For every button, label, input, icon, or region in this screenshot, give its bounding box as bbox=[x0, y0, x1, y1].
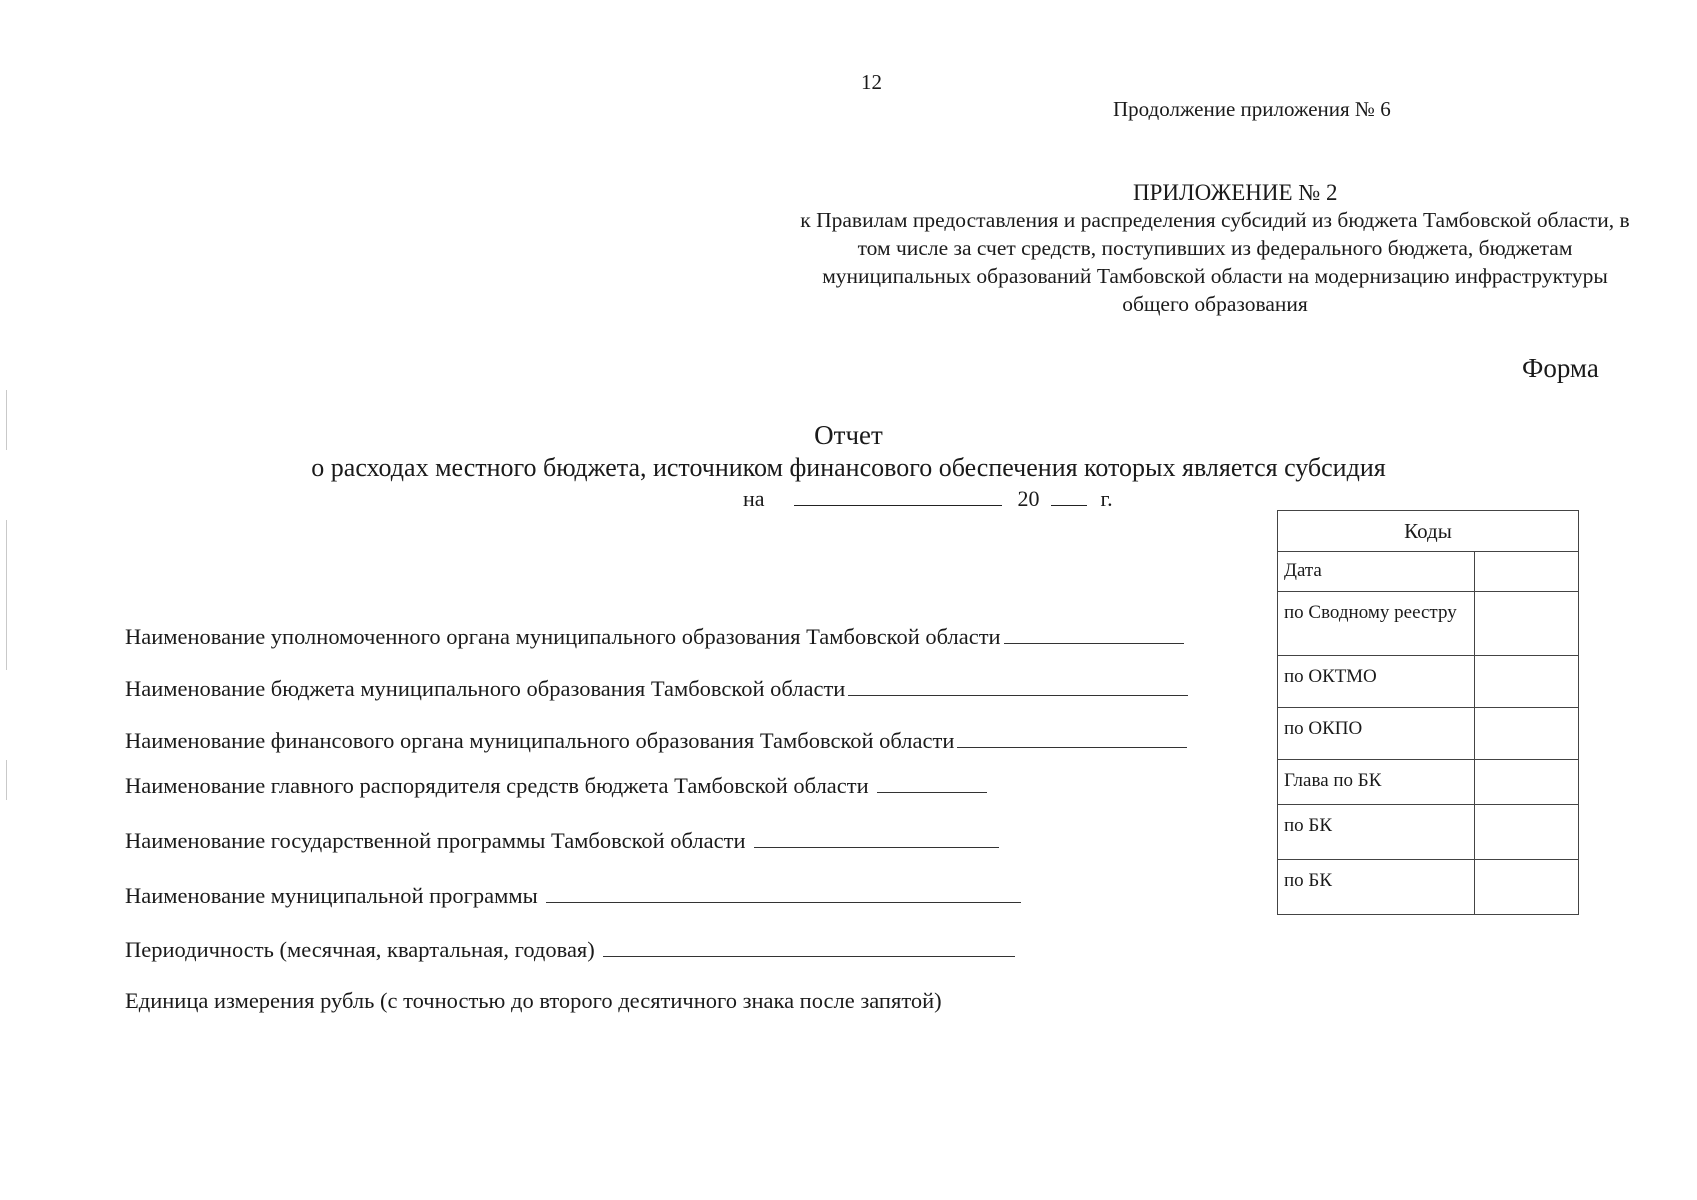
code-label-bk-2: по БК bbox=[1278, 860, 1475, 915]
date-blank[interactable] bbox=[794, 504, 1002, 506]
code-label-oktmo: по ОКТМО bbox=[1278, 656, 1475, 708]
scan-artifact bbox=[6, 520, 7, 670]
code-label-date: Дата bbox=[1278, 552, 1475, 592]
form-label: Форма bbox=[1522, 353, 1599, 383]
field-blank[interactable] bbox=[754, 846, 999, 848]
field-unit bbox=[125, 988, 942, 1014]
field-municipal-program bbox=[125, 883, 1021, 909]
field-blank[interactable] bbox=[848, 694, 1188, 696]
field-authorized-body bbox=[125, 624, 1184, 650]
year-blank[interactable] bbox=[1051, 504, 1087, 506]
code-label-bk-1: по БК bbox=[1278, 805, 1475, 860]
field-label: Наименование бюджета муниципального образования Тамбовской области bbox=[125, 676, 846, 701]
codes-table bbox=[1277, 510, 1579, 915]
code-value-bk-1[interactable] bbox=[1475, 805, 1579, 860]
report-date-line bbox=[743, 486, 1113, 512]
field-label: Единица измерения рубль (с точностью до второго десятичного знака после запятой) bbox=[125, 988, 942, 1013]
year-prefix: 20 bbox=[1017, 486, 1040, 511]
code-label-chapter: Глава по БК bbox=[1278, 760, 1475, 805]
field-label: Наименование государственной программы Тамбовской области bbox=[125, 828, 746, 853]
field-blank[interactable] bbox=[603, 955, 1015, 957]
report-subtitle: о расходах местного бюджета, источником финансового обеспечения которых является субсидия bbox=[311, 453, 1386, 482]
code-value-oktmo[interactable] bbox=[1475, 656, 1579, 708]
report-title: Отчет bbox=[814, 420, 883, 450]
code-value-date[interactable] bbox=[1475, 552, 1579, 592]
field-label: Наименование уполномоченного органа муниципального образования Тамбовской области bbox=[125, 624, 1001, 649]
field-chief-manager bbox=[125, 773, 987, 799]
field-periodicity bbox=[125, 937, 1015, 963]
field-label: Периодичность (месячная, квартальная, годовая) bbox=[125, 937, 595, 962]
page-number: 12 bbox=[861, 70, 882, 94]
date-prefix: на bbox=[743, 486, 765, 511]
field-budget-name bbox=[125, 676, 1188, 702]
field-blank[interactable] bbox=[877, 791, 987, 793]
field-label: Наименование муниципальной программы bbox=[125, 883, 538, 908]
code-value-chapter[interactable] bbox=[1475, 760, 1579, 805]
codes-header: Коды bbox=[1278, 511, 1579, 552]
code-label-registry: по Сводному реестру bbox=[1278, 592, 1475, 656]
code-value-bk-2[interactable] bbox=[1475, 860, 1579, 915]
field-financial-body bbox=[125, 728, 1187, 754]
field-label: Наименование главного распорядителя средств бюджета Тамбовской области bbox=[125, 773, 869, 798]
appendix-subtitle: к Правилам предоставления и распределения субсидий из бюджета Тамбовской области, в том числе за счет средств, поступивших из федерального бюджета, бюджетам муниципальных образований Тамбовской области на модернизацию инфраструктуры общего образования bbox=[800, 208, 1630, 316]
year-suffix: г. bbox=[1100, 486, 1113, 511]
appendix-title: ПРИЛОЖЕНИЕ № 2 bbox=[1133, 180, 1338, 205]
code-label-okpo: по ОКПО bbox=[1278, 708, 1475, 760]
field-blank[interactable] bbox=[1004, 642, 1184, 644]
code-value-registry[interactable] bbox=[1475, 592, 1579, 656]
code-value-okpo[interactable] bbox=[1475, 708, 1579, 760]
field-blank[interactable] bbox=[957, 746, 1187, 748]
scan-artifact bbox=[6, 760, 7, 800]
continuation-note: Продолжение приложения № 6 bbox=[1113, 97, 1391, 121]
field-label: Наименование финансового органа муниципального образования Тамбовской области bbox=[125, 728, 955, 753]
field-state-program bbox=[125, 828, 999, 854]
field-blank[interactable] bbox=[546, 901, 1021, 903]
